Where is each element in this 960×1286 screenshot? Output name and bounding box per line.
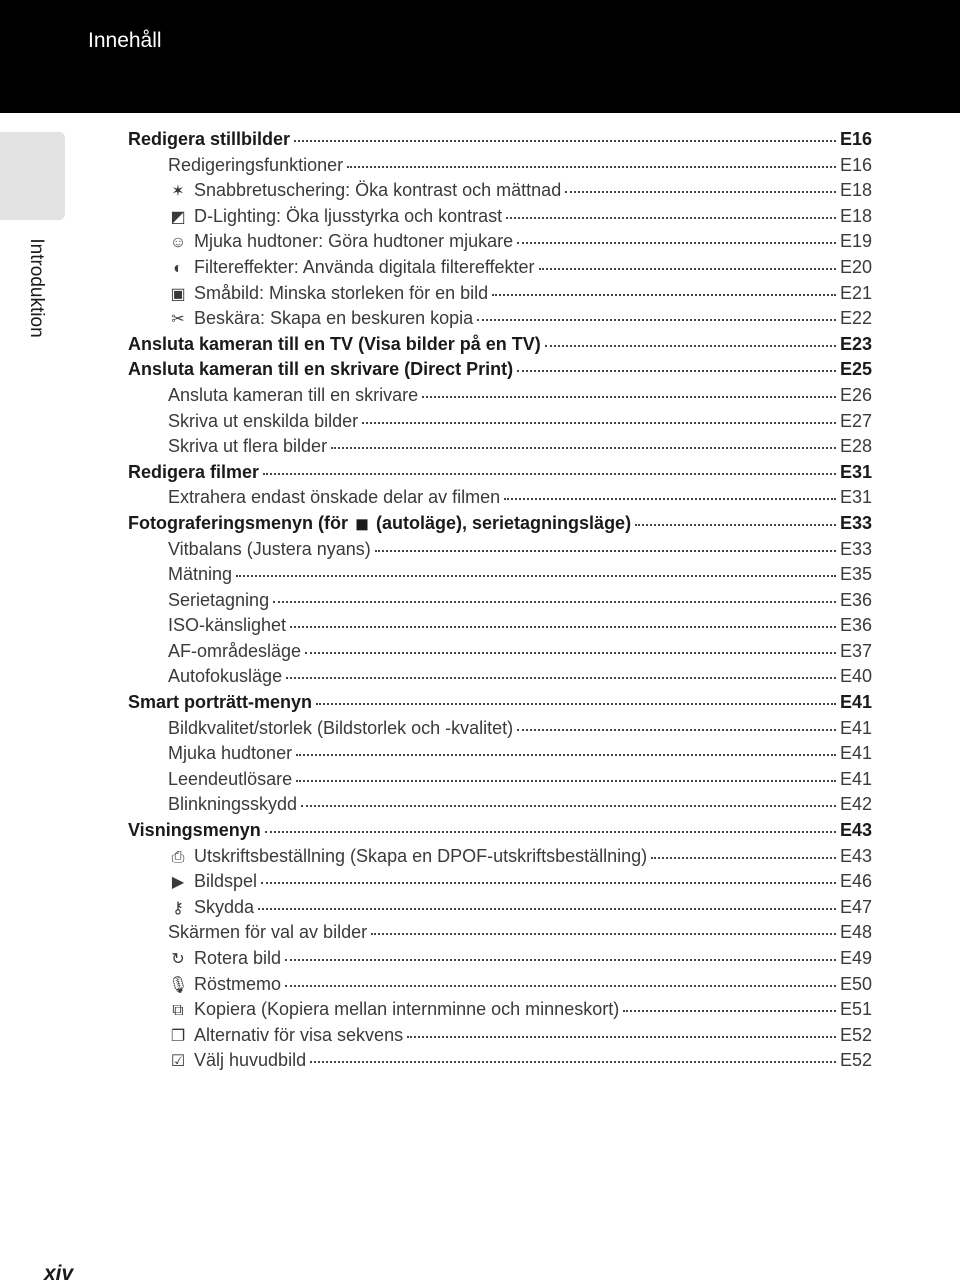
dot-leader [545,332,836,350]
toc-entry-title [168,767,292,793]
page-reference[interactable]: E48 [839,922,872,943]
toc-entry[interactable] [128,844,872,870]
toc-entry[interactable] [128,178,872,204]
toc-entry-text: Mjuka hudtoner: Göra hudtoner mjukare [194,231,514,252]
toc-entry-title [168,869,257,896]
dot-leader [517,229,836,247]
toc-entry[interactable] [128,332,872,358]
toc-entry-title [168,844,647,871]
dot-leader [290,613,836,631]
dot-leader [301,792,836,810]
toc-entry-text: Välj huvudbild [194,1050,307,1071]
toc-entry-title [168,485,500,511]
page-reference[interactable]: E27 [839,410,872,431]
dot-leader [265,818,836,836]
toc-entry-title [168,588,269,614]
dot-leader [375,537,836,555]
toc-entry[interactable] [128,204,872,230]
toc-entry-title [168,946,281,973]
section-tab-label: Introduktion [26,238,47,338]
toc-entry[interactable] [128,767,872,793]
toc-entry-title [168,306,473,333]
toc-entry-title [168,664,282,690]
page-reference[interactable]: E18 [839,180,872,201]
crop-icon: ✂ [171,311,185,329]
dot-leader [296,767,836,785]
header-title: Innehåll [88,29,162,52]
dot-leader [273,588,836,606]
page-reference[interactable]: E31 [839,487,872,508]
toc-entry-text: Ansluta kameran till en skrivare (Direct Print) [128,359,514,380]
dot-leader [422,383,836,401]
toc-entry-text: Extrahera endast önskade delar av filmen [168,487,501,508]
voice-memo-icon: 🎙 [168,976,189,994]
dot-leader [296,741,836,759]
quick-retouch-icon: ✶ [171,183,185,201]
page-reference[interactable]: E42 [839,794,872,815]
page-reference[interactable]: E46 [839,871,872,892]
toc-entry-text: Redigera stillbilder [128,129,291,149]
d-lighting-icon: ◩ [170,208,186,226]
toc-entry[interactable] [128,613,872,639]
toc-entry-text: Ansluta kameran till en TV (Visa bilder på en TV) [128,333,541,354]
sequence-display-icon: ❐ [170,1027,186,1045]
page-reference[interactable]: E37 [839,640,872,661]
dot-leader [285,946,836,964]
toc-entry-text: Beskära: Skapa en beskuren kopia [194,308,474,329]
page-reference[interactable]: E33 [839,538,872,559]
dot-leader [517,716,836,734]
toc-entry[interactable] [128,741,872,767]
page-reference[interactable]: E52 [839,1024,872,1045]
dot-leader [477,306,836,324]
toc-entry-title [168,1048,306,1075]
page-reference[interactable]: E16 [839,129,872,149]
toc-entry-text: Ansluta kameran till en skrivare [168,384,419,405]
camera-icon: ◼ [355,515,369,533]
page-header [0,0,960,113]
toc-entry-title [168,255,535,282]
page-reference[interactable]: E50 [839,973,872,994]
toc-entry-title [168,537,371,563]
toc-entry-title [128,127,290,153]
page-reference[interactable]: E40 [839,666,872,687]
toc-entry[interactable] [128,306,872,332]
toc-entry-text: Blinkningsskydd [168,794,298,815]
page-reference[interactable]: E36 [839,589,872,610]
toc-entry[interactable] [128,153,872,179]
toc-entry-title [128,332,541,358]
toc-entry[interactable] [128,485,872,511]
toc-entry[interactable] [128,818,872,844]
toc-entry[interactable] [128,511,872,537]
toc-entry[interactable] [128,409,872,435]
toc-entry[interactable] [128,588,872,614]
toc-entry[interactable] [128,639,872,665]
page-reference[interactable]: E19 [839,231,872,252]
toc-entry-title [168,716,513,742]
toc-entry-text: Bildkvalitet/storlek (Bildstorlek och -kvalitet) [168,717,514,738]
toc-entry[interactable] [128,1048,872,1074]
dot-leader [492,281,836,299]
dot-leader [539,255,836,273]
toc-entry-title [168,229,513,256]
toc-entry-title [128,357,513,383]
dot-leader [504,485,836,503]
page-reference[interactable]: E41 [839,717,872,738]
page-reference[interactable]: E16 [839,154,872,175]
dot-leader [623,997,836,1015]
dot-leader [347,153,836,171]
page-reference[interactable]: E41 [839,743,872,764]
print-order-icon: ⎙ [171,848,185,866]
page-reference[interactable]: E41 [839,768,872,789]
toc-entry[interactable] [128,562,872,588]
rotate-image-icon: ↻ [171,951,185,968]
toc-entry-text: Mjuka hudtoner [168,743,293,764]
toc-entry-text: Visningsmenyn [128,820,261,841]
toc-entry[interactable] [128,229,872,255]
toc-entry-title [168,792,297,818]
dot-leader [362,409,836,427]
toc-entry[interactable] [128,997,872,1023]
key-picture-icon: ☑ [170,1053,186,1071]
toc-entry-title [168,383,418,409]
dot-leader [286,664,836,682]
dot-leader [310,1048,836,1066]
page-reference[interactable]: E22 [839,308,872,329]
dot-leader [285,972,836,990]
toc-entry[interactable] [128,127,872,153]
toc-entry-title [168,281,488,308]
toc-entry-text: AF-områdesläge [168,640,302,661]
slide-show-icon: ▶ [171,874,185,892]
toc-entry[interactable] [128,255,872,281]
skin-softening-icon: ☺ [169,234,187,252]
dot-leader [305,639,836,657]
page-reference[interactable]: E28 [839,436,872,457]
toc-entry-title [168,153,343,179]
filter-effects-icon: ◐ [173,259,183,277]
toc-entry-text: Skärmen för val av bilder [168,922,368,943]
toc-entry-text: D-Lighting: Öka ljusstyrka och kontrast [194,205,503,226]
dot-leader [258,895,836,913]
toc-entry-title [168,972,281,999]
toc-entry-text: Fotograferingsmenyn (för [128,512,349,533]
toc-entry-text: Redigeringsfunktioner [168,154,344,175]
toc-entry-title [168,741,292,767]
toc-entry-text: Småbild: Minska storleken för en bild [194,282,489,303]
page-reference[interactable]: E18 [839,205,872,226]
page-number: xiv [44,1262,74,1285]
page-reference[interactable]: E51 [839,999,872,1020]
toc-entry-title [128,511,631,538]
toc-entry-text: Mätning [168,564,233,585]
page-reference[interactable]: E23 [839,333,872,354]
toc-entry[interactable] [128,972,872,998]
page-reference[interactable]: E43 [839,845,872,866]
toc-entry-text: Alternativ för visa sekvens [194,1024,404,1045]
toc-entry-title [168,639,301,665]
toc-entry-title [128,460,259,486]
dot-leader [316,690,836,708]
dot-leader [506,204,836,222]
dot-leader [263,460,836,478]
protect-key-icon: ⚷ [172,899,184,917]
toc-entry-text: Skriva ut flera bilder [168,436,328,457]
small-picture-icon: ▣ [170,285,186,303]
dot-leader [261,869,836,887]
toc-entry-title [128,690,312,716]
toc-entry-title [168,562,232,588]
toc-entry[interactable] [128,460,872,486]
page-reference[interactable]: E20 [839,256,872,277]
toc-entry[interactable] [128,1023,872,1049]
toc-entry[interactable] [128,895,872,921]
toc-entry-text: Skriva ut enskilda bilder [168,410,359,431]
page-reference[interactable]: E26 [839,384,872,405]
toc-entry[interactable] [128,946,872,972]
toc-entry-title [168,409,358,435]
table-of-contents [128,127,872,1074]
toc-entry[interactable] [128,281,872,307]
toc-entry-title [168,613,286,639]
toc-entry[interactable] [128,664,872,690]
dot-leader [371,920,836,938]
toc-entry-text: Filtereffekter: Använda digitala filtereffekter [194,256,535,277]
toc-entry-text: Bildspel [194,871,258,892]
dot-leader [651,844,836,862]
dot-leader [407,1023,836,1041]
toc-entry-text: Serietagning [168,589,270,610]
toc-entry-text: Snabbretuschering: Öka kontrast och mättnad [194,180,562,201]
dot-leader [331,434,836,452]
page-reference[interactable]: E25 [839,359,872,380]
page-reference[interactable]: E41 [839,692,872,713]
copy-icon: ⧉ [172,1002,184,1020]
toc-entry-title [168,178,561,205]
section-tab [0,132,65,220]
toc-entry[interactable] [128,434,872,460]
toc-entry-text: Utskriftsbeställning (Skapa en DPOF-utskriftsbeställning) [194,845,648,866]
toc-entry-text: Autofokusläge [168,666,283,687]
page-reference[interactable]: E52 [839,1050,872,1071]
toc-entry-title [168,895,254,922]
toc-entry-text-after: (autoläge), serietagningsläge) [376,512,632,533]
toc-entry-text: Kopiera (Kopiera mellan internminne och minneskort) [194,999,620,1020]
toc-entry-text: Vitbalans (Justera nyans) [168,538,371,559]
toc-entry[interactable] [128,869,872,895]
dot-leader [517,357,836,375]
dot-leader [294,127,836,145]
toc-entry-title [128,818,261,844]
page-reference[interactable]: E49 [839,948,872,968]
toc-entry-title [168,204,502,231]
page-reference[interactable]: E35 [839,564,872,585]
toc-entry[interactable] [128,383,872,409]
toc-entry-text: Leendeutlösare [168,768,293,789]
toc-entry[interactable] [128,690,872,716]
toc-entry-text: Redigera filmer [128,461,260,482]
toc-entry-text: Röstmemo [194,973,282,994]
toc-entry[interactable] [128,537,872,563]
page-reference[interactable]: E47 [839,896,872,917]
toc-entry-text: Skydda [194,896,255,917]
toc-entry-text: Rotera bild [194,948,282,968]
page-reference[interactable]: E36 [839,615,872,636]
toc-entry-title [168,920,367,946]
page-reference[interactable]: E33 [839,512,872,533]
toc-entry-title [168,434,327,460]
toc-entry-text: Smart porträtt-menyn [128,692,313,713]
toc-entry[interactable] [128,716,872,742]
dot-leader [236,562,836,580]
toc-entry[interactable] [128,920,872,946]
page-reference[interactable]: E21 [839,282,872,303]
dot-leader [565,178,836,196]
toc-entry[interactable] [128,792,872,818]
page-reference[interactable]: E43 [839,820,872,841]
toc-entry-title [168,997,619,1024]
toc-entry[interactable] [128,357,872,383]
page-reference[interactable]: E31 [839,461,872,482]
toc-entry-text: ISO-känslighet [168,615,287,636]
dot-leader [635,511,836,529]
toc-entry-title [168,1023,403,1050]
